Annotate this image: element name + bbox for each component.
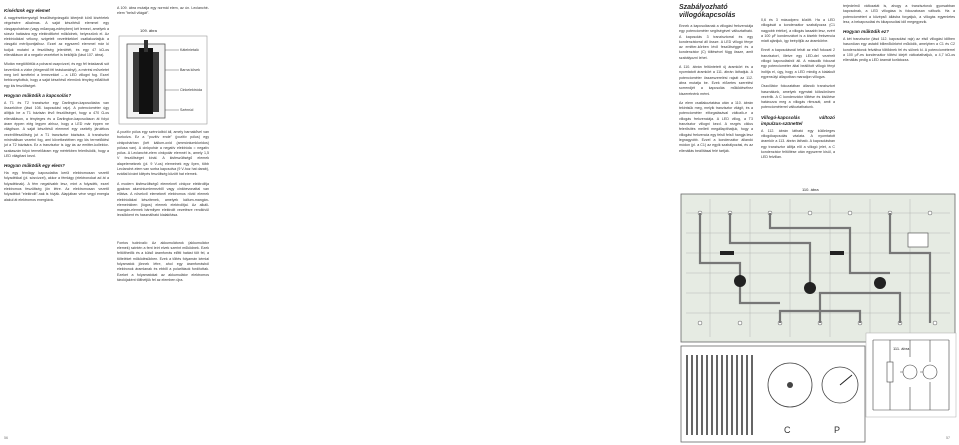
paragraph: A pozitív pólus egy szénrúdból áll, amely barnakővel van burkolva. Ez a "pozitív ende" (pozitív pólus) egy cinkpohárban (két kálium-oxid (ammóniumkloridos) pólusa van). A cinkpohár a negatív elektróda = negatív pólus. A Leclanché-elem cinkpolár elemnél is, amely 1,5 V feszültséget kínál. A kisfeszültségű elemek alapelemeknek (pl. 9 V-os) elemeinek egy ilyen, több Leclanché-elem van sorba kapcsolva (9 V-hoz hat darab), ezáltal kívánt kilépés feszültség között hat elemek. [117,130,209,177]
schematic-figure-111 [865,332,957,418]
paragraph: Ennél a kapcsolásnál tehát az első fokozat 2 tranzisztort, illetve egy LED-del vezérelt villogó kapcsolásból áll. A második fokozat egy potenciométer által beállított villogó fényt indítja el, úgy, hogy a LED mindig a kialakult egyensúlyi állapotban maradjon villogva. [761,48,835,79]
paragraph: Fontos tudnivaló: Az akkumulátorok (akkumulátor elemek) szintén a fent leírt elvek szerint működnek. Ezek feltölthetők és a külső áramforrás előtti hatást tölt fel, a tölteléket működésükben. Ezek a töltés folyamán kémiai folyamatok jönnek létre, ahol egy áramforrásból elektronok áramlanak és ebből a polaritások fordítottak. Ezeket a folyamatokat az akkumulátor elektromos tárolójaként tölthetjük fel az elemben újra. [117,240,209,282]
label-c: C [784,425,791,435]
section-heading: Kísérlünk egy elemet [4,8,50,13]
left-column-2-body [117,130,209,287]
left-column-1 [4,6,109,207]
figure-callout: Cinkelektróda [180,88,202,92]
paragraph: Ha egy fémlágy kapcsolatba kerül elektromosan vezető folyadékkal (pl. sósvízzel), akkor a fémlágy (elektronokat ad át a folyadéknak). A fém negatívabb lesz, mint a folyadék, ezzel elektromos feszültség jön létre. Az elektromosan vezető folyadékot "elektrolit"-nak is hívják. Alapjában véve vegyi energia alakul át elektromos energiává. [4,171,109,202]
page-number-right: 57 [946,436,950,440]
battery-cross-section-figure [117,34,209,126]
figure-callout: Barna kövek [180,68,200,72]
figure-label-110: 110. ábra [802,187,819,192]
figure-callout: Szénrúd [180,108,194,112]
figure-label-111: 111. ábra [893,346,910,351]
figure-label-109: 109. ábra [140,28,157,33]
paragraph: terjedelmű változatát is, ahogy a tranzisztorok gyorsabban kapcsolnak, a LED villogása is fokozatosan változik. Ha a potenciométert a középső állásba forgatjuk, a villogás egyenletes lesz, a bekapcsolási és kikapcsolási idő megegyezik. [843,4,955,24]
paragraph: A nagyérzékenységű feszültségvizsgáló kiterjedt körű kísérletek végzésére alkalmas. A saját készítésű elemmel egy vizsgapohárban (vagy műanyag-edényben) két lemezt, amelyek a sósvíz hatására egy elektrolitként működnek, helyezzünk el. Az elektródákat vékony, szigetelt vezetékekkel csatlakoztatjuk a vizsgáló mérőpontjaihoz. Ezzel az egyszerű elemmel már ki tudjuk mutatni a feszültség jelenlétét, és egy 47 kΩ-os ellenálláson át a negatív vezetéket is bekötjük (lásd 107. ábra). [4,16,109,58]
paragraph: Az elem csatlakoztatása után a 110. ábrán tekintsük meg, melyik tranzisztor világít, és a potenciométer elforgatásával változik-e a villogás frekvenciája. A LED villog, a T3 tranzisztor villogni kezd. A rezgés ciklus felerősítés mellett megállapíthatjuk, hogy a villogási frekvencia egy felső felső hangja lesz legnagyobb. Ezzel a kondenzátor állandó módon (pl. a C1) az egyik szabályozási, és az ellenállás beállításai felé tartják. [679,100,753,153]
breadboard-figure-110 [680,193,956,343]
paragraph: Miután megtöltöttük a poharat csapvízzel, és egy fél teáskanál sót kevertünk a vízbe (elegendő fél teáskanálnyi), a mérési műveletet meg kell ismételni a lemezekkel – a LED villogni fog. Ezzel bebizonyítottuk, hogy a saját készítésű elemünk tényleg előállított egy kis feszültséget. [4,62,109,88]
paragraph: A modern kisfeszültségű elemeknél cinkpor elektrolitja gyakran alumíniumlemezből vagy cinkbevonattal van ellátva. A növekvő elemeknél elektromos rövid elemek elektródákat készítenek, amelyek kálium-mangán-elemeinkben (lúgos) elemek elektrolitjai. Az alkáli-mangán-elemek bármilyen elektrolit vezetésre rendkívül lecsökkent és használható kialakítása. [117,181,209,218]
paragraph: 0,6 és 3 másodperc között. Ha a LED villogását a kondenzátor szabályozza (C1 nagyobb értéke), a villogás lassabb lesz, ezért a 100 μF kondenzátort is a kisebb frekvencia miatt ajánljuk, így beépítjük az áramkörbe. [761,18,835,44]
component-panel-figure [680,345,866,443]
paragraph: Oszcillátor fokozatában állandó tranzisztort használunk, amelyek egymást kölcsönösen vezérlik. A C kondenzátor töltése és kisütése határozza meg a villogás ritmusát, amit a potenciométerrel változtathatunk. [761,84,835,110]
label-p: P [834,425,841,435]
paragraph: Ennek a kapcsolásnak a villogási frekvenciája egy potenciométer segítségével változtatható. A kapcsolás 3 tranzisztorral és egy kondenzátorral áll össze. A LED villogó fénye az emitter-körben lévő feszültséggel és a kondenzátor (C) töltésével függ össze, amit szabályozni lehet. [679,24,753,60]
section-heading: Hogyan működik ez? [843,29,889,35]
title-line: Szabályozható [679,4,728,11]
paragraph: A 109. ábra mutatja egy normál elem, az ún. Leclanché-elem "belső világát". [117,6,209,16]
paragraph: A 110. ábrán feltüntetett új áramkört és a nyomtatott áramkört a 111. ábrán láthatjuk. A potenciométer összeszerelési rajzát az 112. ábra mutatja be. Ezek előzetes szerelési sorrendjét a kapcsolás működéséhez kiszeretnénk mérni. [679,65,753,96]
title-line: villogókapcsolás [679,11,736,19]
section-heading: Villogó-kapcsolás változó impulzus-szünettel [761,114,835,126]
paragraph: A két tranzisztor (lásd 112. kapcsolási rajz) az első villogási időben hasonlóan egy astabil billenőkörként működik, amelyben a C1 és C2 kondenzátorok felváltva töltődnek fel és sülnek ki. A potenciométerrel a 100 μF-es kondenzátor töltési idejét változtathatjuk, a 4,7 kΩ-os ellenállás pedig a LED áramát korlátozza. [843,37,955,63]
paragraph: A 112. ábrán látható egy különleges villogókapcsolás vázlata. A nyomtatott áramkör a 113. ábrán látható. A kapcsolásban egy tranzisztor állítja elő a villogó jelet, a C kondenzátor feltöltése után egyszerre kisül, a LED felvillan. [761,128,835,160]
section-heading: Hogyan működik egy elem? [4,163,65,169]
left-column-2 [117,6,209,21]
right-column-3 [843,4,955,68]
section-heading: Hogyan működik a kapcsolás? [4,92,72,98]
right-column-2 [761,18,835,165]
page-title [679,4,789,19]
page-number-left: 56 [4,436,8,440]
figure-callout: Kátelnietaló [180,48,199,52]
right-column-1 [679,24,753,158]
paragraph: A T1 és T2 tranzisztor egy Darlington-kapcsolásba van összekötve (lásd 108. kapcsolási rajz). A potenciométer úgy állítjuk be a T1 bázisán lévő feszültséget, hogy a 470 Ω-os ellenálláson, a tényleges és a Darlington-kapcsoláson át folyó áram éppen elég legyen ahhoz, hogy a LED már éppen ne világítson. A saját készítésű elemmel egy csekély járulékos vezérlőfeszültség jut a T1 tranzisztor bázisára. A tranzisztor minimálisan vezetni fog, ami következtében egy kis termelődési jut a T2 bázisára. Ez a tranzisztor is úgy ás az emitter-kollektor-szakaszán folyó termelőáram egy mértékben felerősödik, hogy a LED világítani kezd. [4,100,109,158]
